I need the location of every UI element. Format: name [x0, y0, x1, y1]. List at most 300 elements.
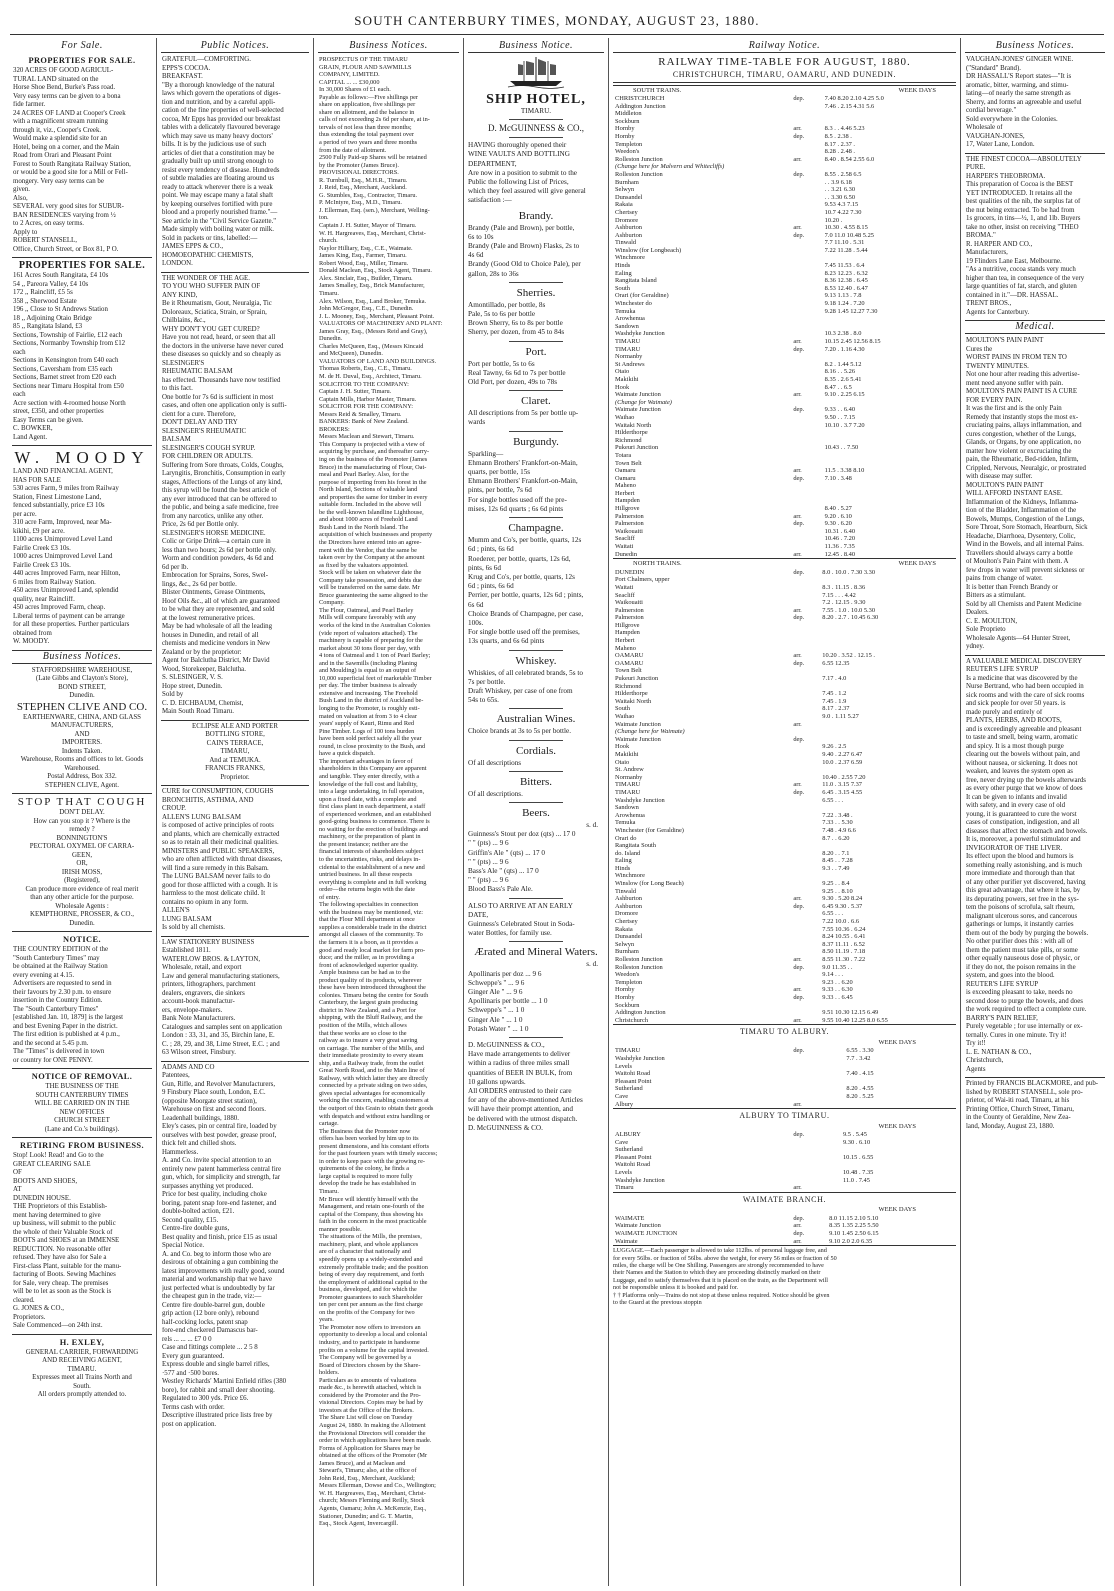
station-name: Temuka: [615, 819, 636, 827]
text-line: with safety, and in every case of old: [966, 802, 1066, 809]
text-line: Headache, Diarrhoea, Dysentery, Colic,: [966, 532, 1076, 540]
times: 8.2 . 1.44 5.12: [824, 360, 862, 368]
text-line: NEW OFFICES: [59, 1108, 105, 1116]
text-line: J. Ellerman, Esq. (sen.), Merchant, Welling-: [319, 206, 430, 214]
text-line: years.: [319, 1316, 334, 1324]
text-line: The important advantages in favor of: [319, 757, 413, 765]
divider: [509, 137, 563, 138]
arr-dep: [791, 675, 820, 683]
north-trains-label: NORTH TRAINS.: [633, 560, 682, 568]
arr-dep: [791, 645, 820, 653]
text-line: Company.: [319, 599, 345, 607]
text-line: Glands, or Organs, by one application, no: [966, 439, 1081, 446]
text-line: IRISH MOSS,: [61, 868, 103, 876]
text-line: G. Stumbles, Esq., Contractor, Timaru.: [319, 191, 418, 199]
times: 7.15 . . . 4.42: [822, 591, 856, 599]
arr-dep: [791, 819, 820, 827]
text-line: will be to let as soon as the Stock is: [13, 1288, 112, 1295]
times: 9.26 . 2.5: [822, 743, 847, 751]
text-line: is composed of active principles of roots: [162, 822, 274, 829]
times: 7.7 . 3.42: [846, 1054, 871, 1062]
ad-slesinger: [161, 273, 309, 721]
arr-dep: [791, 812, 820, 820]
timetable-row: [613, 148, 956, 156]
text-line: machinery, plant, and whole appliances: [319, 1240, 419, 1248]
text-line: It is, moreover, a powerful stimulator and: [966, 836, 1081, 843]
text-line: and in the Sawmills (including Planing: [319, 659, 418, 667]
text-line: land, Monday, August 23, 1880.: [966, 1122, 1055, 1130]
text-line: Are now in a position to submit to the: [468, 168, 578, 177]
times: 10.46 . 7.20: [824, 535, 856, 543]
text-line: for the past fourteen years with timely success;: [319, 1150, 438, 1158]
column-divider: [156, 38, 157, 1586]
text-line: the Provisional Directors will consider the: [319, 1429, 426, 1437]
timetable-row: [613, 804, 956, 812]
arr-dep: [791, 497, 822, 505]
wine-section-title: Burgundy.: [513, 435, 559, 448]
text-line: than any other article for the purpose.: [30, 894, 134, 901]
timetable-row: [613, 926, 956, 934]
price-header: s. d.: [586, 960, 598, 969]
timetable-row: [613, 1215, 956, 1223]
text-line: AND: [74, 730, 90, 738]
text-line: thick felt and chilled shots.: [162, 1140, 237, 1147]
text-line: Schweppe's " ... 1 0: [468, 1006, 525, 1015]
ad-body: [966, 156, 1104, 318]
text-line: All ORDERS entrusted to their care: [468, 1087, 572, 1096]
times: 9.33 . . 6.30: [822, 986, 853, 994]
albury-table: [613, 1047, 956, 1108]
text-line: offers has been worked by him up to its: [319, 1135, 419, 1143]
station-name: Hampden: [615, 497, 640, 505]
text-line: Promoter guarantees to such Shareholder: [319, 1293, 423, 1301]
station-name: Rolleston Junction: [615, 155, 663, 163]
station-name: Hornby: [615, 993, 635, 1001]
ad-properties-bowker: [12, 258, 152, 446]
text-line: rels ... ... ... £7 0 0: [162, 1335, 212, 1343]
text-line: kikihi, £9 per acre.: [13, 527, 65, 535]
text-line: extensive and increasing. The Freehold: [319, 689, 418, 697]
text-line: lating—of nearly the same strength as: [966, 90, 1071, 97]
arr-dep: [791, 872, 820, 880]
timetable-row: [613, 728, 956, 736]
text-line: Messrs Reid & Smalley, Timaru.: [319, 410, 402, 418]
text-line: Messrs Ellerman, Dowse and Co., Wellington;: [319, 1482, 436, 1490]
timetable-row: [613, 607, 956, 615]
text-line: "By a thorough knowledge of the natural: [162, 81, 275, 89]
text-line: per day. The timber business is already: [319, 682, 417, 690]
text-line: W. H. Hargreaves, Esq., Merchant, Christ-: [319, 1489, 426, 1497]
ad-properties-stansell: [12, 53, 152, 258]
station-name: Otaio: [615, 368, 630, 376]
text-line: Can produce more evidence of real merit: [25, 885, 139, 893]
timetable-row: [613, 543, 956, 551]
text-line: supplies a considerable trade in the district: [319, 923, 427, 931]
times: 6.45 9.30 . 5.37: [822, 902, 863, 910]
text-line: double-bolted action, £21.: [162, 1208, 235, 1215]
text-line: grip action (12 bore only), rebound: [162, 1310, 259, 1317]
text-line: working the concern, enabling customers at: [319, 1097, 429, 1105]
text-line: that the Flour Mill department at once: [319, 916, 415, 924]
timetable-row: [613, 323, 956, 331]
price-line: All descriptions from 5s per bottle up-: [468, 409, 579, 418]
text-line: as every other purge that we know of does: [966, 785, 1083, 792]
text-line: Every gun guaranteed.: [162, 1352, 225, 1360]
text-line: faith in the concern in the most practicable: [319, 1218, 427, 1226]
arr-dep: [791, 751, 820, 759]
text-line: will be transferred on the same date. Mr: [319, 584, 420, 592]
times: [823, 437, 956, 445]
text-line: matter how violent or excruciating the: [966, 447, 1072, 455]
text-line: GRATEFUL—COMFORTING.: [162, 56, 251, 63]
text-line: Crippled, Nervous, Neuralgic, or prostrated: [966, 464, 1086, 472]
text-line: be the well-known Islandline Lighthouse,: [319, 508, 424, 516]
text-line: 17, Water Lane, London.: [966, 141, 1035, 148]
text-line: Catalogues and samples sent on application: [162, 1023, 282, 1031]
station-name: Town Belt: [615, 667, 642, 675]
text-line: cleared.: [13, 1296, 35, 1304]
arr-dep: [791, 910, 820, 918]
timetable-row: [613, 460, 956, 468]
text-line: ADAMS AND CO: [162, 1063, 215, 1071]
times: 11.0 . 7.45: [842, 1176, 870, 1184]
text-line: IMPORTERS.: [62, 739, 102, 746]
arr-dep: [791, 460, 822, 468]
text-line: a period of two years and three months: [319, 139, 418, 147]
arr-dep: dep.: [793, 170, 805, 178]
text-line: of entry.: [319, 893, 340, 901]
text-line: (Registered),: [64, 877, 100, 884]
text-line: Ginger Ale " ... 9 6: [468, 988, 523, 996]
text-line: Leadenhall buildings, 1880.: [162, 1114, 239, 1122]
text-line: mongery. Very easy terms can be: [13, 177, 104, 185]
text-line: Best quality and finish, price £15 as usual: [162, 1233, 278, 1241]
times: 8.55 . 2.58 6.5: [824, 170, 862, 178]
text-line: Agents for Canterbury.: [966, 308, 1030, 316]
text-line: church.: [319, 237, 338, 245]
station-name: Templeton: [615, 978, 643, 986]
text-line: the cheapest gun in the trade, viz:—: [162, 1293, 262, 1300]
price-line: Of all descriptions.: [468, 789, 523, 798]
text-line: REUTER'S LIFE SYRUP: [966, 666, 1039, 673]
price-line: Brandy (Pale and Brown), per bottle,: [468, 223, 575, 232]
timetable-row: [613, 1093, 956, 1101]
printer-imprint: [965, 1078, 1105, 1134]
section-heading: Business Notices.: [318, 40, 459, 53]
arr-dep: arr.: [793, 467, 802, 475]
times: 7.17 . 4.0: [822, 675, 847, 683]
column-divider: [463, 38, 464, 1586]
text-line: best qualities of the nib, the surplus fat of: [966, 198, 1081, 205]
timetable-row: [613, 384, 956, 392]
text-line: James King, Esq., Farmer, Timaru.: [319, 252, 407, 260]
timetable-row: [613, 429, 956, 437]
arr-dep: [791, 384, 822, 392]
station-name: Levels: [615, 1169, 633, 1177]
text-line: TRENT BROS.,: [966, 300, 1012, 307]
text-line: which may save us many heavy doctors': [162, 132, 273, 140]
arr-dep: dep.: [793, 1047, 805, 1055]
timetable-row: [613, 933, 956, 941]
times: 6.45 . 3.15 4.55: [822, 788, 863, 796]
station-name: OAMARU: [615, 659, 644, 667]
station-name: Oamaru: [615, 467, 636, 475]
text-line: ROBERT STANSELL,: [13, 237, 77, 244]
station-name: Palmerston: [615, 520, 644, 528]
text-line: sick rooms and with the care of sick rooms: [966, 691, 1085, 699]
arr-dep: [791, 1139, 841, 1147]
times: 9.40 . 2.27 6.47: [822, 750, 863, 758]
price-header: s. d.: [586, 820, 598, 829]
text-line: higher than tea, in consequence of the very: [966, 274, 1085, 282]
arr-dep: arr.: [793, 1184, 802, 1192]
text-line: SLESINGER'S: [162, 359, 205, 367]
ad-vaughan-jones: [965, 54, 1105, 154]
text-line: REUTER'S LIFE SYRUP: [966, 980, 1039, 988]
timetable-row: [613, 781, 956, 789]
text-line: Wholesale of: [966, 124, 1003, 131]
text-line: Griffin's Ale " (qts) ... 17 0: [468, 848, 545, 857]
text-line: Dunedin.: [69, 692, 95, 699]
timetable-row: [613, 1177, 956, 1185]
text-line: LUNG BALSAM: [162, 915, 212, 923]
times: 9.33 . . 6.45: [822, 993, 853, 1001]
text-line: the nut being extracted. To be had from: [966, 206, 1075, 214]
arr-dep: [791, 179, 822, 187]
text-line: Forms of Application for Shares may be: [319, 1444, 421, 1452]
text-line: THE COUNTRY EDITION of the: [13, 946, 109, 953]
times: 8.50 11.19 . 7.18: [822, 948, 866, 956]
text-line: Dealers.: [966, 609, 989, 616]
week-days-label: WEEK DAYS: [878, 1038, 916, 1046]
text-line: 1100 acres Unimproved Level Land: [13, 536, 113, 543]
text-line: The first edition is published at 4 p.m.,: [13, 1031, 120, 1038]
text-line: Remedy that instantly stops the most ex-: [966, 413, 1079, 421]
timetable-row: [613, 376, 956, 384]
text-line: A. and Co. beg to inform those who are: [162, 1250, 272, 1258]
timetable-row: [613, 95, 956, 103]
text-line: ment having determined to give: [13, 1211, 101, 1219]
timetable-row: [613, 743, 956, 751]
station-name: Rakaia: [615, 925, 633, 933]
text-line: Captain J. H. Sutter, Mayor of Timaru.: [319, 222, 417, 230]
arr-dep: [791, 118, 822, 126]
price-line: wards: [468, 418, 486, 427]
text-line: being of every day requirement, and forth: [319, 1271, 425, 1279]
arr-dep: [791, 376, 822, 384]
text-line: into a large undertaking, in full operation,: [319, 788, 425, 796]
text-line: The following specialties in connection: [319, 901, 419, 909]
station-name: Waimate Junction: [615, 1222, 661, 1230]
station-name: Waitohi Road: [615, 1161, 651, 1169]
timetable-row: [613, 842, 956, 850]
text-line: Bank Note Manufacturers.: [162, 1015, 236, 1022]
times: 8.3 . 11.15 . 8.36: [822, 583, 866, 591]
text-line: HOMOEOPATHIC CHEMISTS,: [162, 251, 254, 259]
timetable-row: [613, 406, 956, 414]
text-line: DUNEDIN HOUSE.: [13, 1194, 71, 1202]
timetable-row: [613, 812, 956, 820]
text-line: BOOTS and SHOES at an IMMENSE: [13, 1237, 120, 1244]
text-line: quality, near Raincliff.: [13, 595, 75, 603]
text-line: This Company is projected with a view of: [319, 440, 425, 448]
text-line: WORST PAINS IN FROM TEN TO: [966, 354, 1067, 361]
price-line: 4s 6d: [468, 251, 484, 260]
station-name: Herbert: [615, 637, 635, 645]
station-name: Hilderthorpe: [615, 429, 648, 437]
station-name: Tinwald: [615, 239, 637, 247]
column-business-medical: [965, 40, 1105, 1585]
station-name: Makikihi: [615, 750, 639, 758]
times: 7.0 11.0 10.48 5.25: [824, 231, 874, 239]
text-line: All orders promptly attended to.: [37, 1391, 127, 1398]
times: 9.55 10.40 12.25 8.0 6.55: [822, 1016, 888, 1024]
text-line: made &c., is herewith attached, which is: [319, 1384, 422, 1392]
arr-dep: arr.: [793, 125, 802, 133]
waimate-table: [613, 1215, 956, 1245]
times: 7.2 . 12.15 . 9.30: [822, 599, 866, 607]
station-name: Rakaia: [615, 201, 633, 209]
ad-body: [162, 788, 308, 933]
text-line: P. McIntyre, Esq., M.D., Timaru.: [319, 199, 402, 207]
times: [823, 452, 956, 460]
ad-body: [13, 714, 151, 791]
text-line: BOND STREET,: [58, 683, 106, 691]
arr-dep: [791, 1002, 820, 1010]
text-line: cocoa, Mr Epps has provided our breakfast: [162, 115, 281, 123]
station-name: Selwyn: [615, 186, 635, 194]
text-line: LAW STATIONERY BUSINESS: [162, 938, 255, 946]
timetable-row: [613, 497, 956, 505]
text-line: Naylor Hilliary, Esq., C.E., Waimate.: [319, 244, 413, 252]
divider: [509, 390, 563, 391]
timetable-row: [613, 1009, 956, 1017]
text-line: front of acknowledged superior quality.: [319, 961, 419, 969]
text-line: Postal Address, Box 332.: [47, 773, 117, 780]
price-line: Brandy (Good Old to Choice Pale), per: [468, 260, 581, 269]
text-line: HARPER'S THEOBROMA.: [966, 172, 1046, 180]
text-line: purpose of importing from his forest in the: [319, 478, 427, 486]
text-line: Public the following List of Prices,: [468, 178, 569, 187]
price-line: Brandy (Pale and Brown) Flasks, 2s to: [468, 242, 580, 251]
text-line: MOULTON'S PAIN PAINT: [966, 481, 1044, 489]
text-line: Sold everywhere in the Colonies.: [966, 115, 1058, 123]
masthead: [0, 0, 1114, 34]
price-line: quarts, per bottle, 15s: [468, 468, 531, 477]
station-name: Christchurch: [615, 1016, 649, 1024]
timetable-row: [613, 437, 956, 445]
text-line: cient for a cure. Therefore,: [162, 410, 236, 418]
text-line: by the Promoter (James Bruce).: [319, 161, 399, 169]
timetable-row: [613, 110, 956, 118]
text-line: first class plant in each department, a staff: [319, 803, 426, 811]
text-line: of experienced workmen, and an established: [319, 810, 431, 818]
text-line: Second quality, £15.: [162, 1216, 219, 1224]
text-line: Manufacturers,: [966, 249, 1008, 256]
timetable-row: [613, 645, 956, 653]
timetable-row: [613, 505, 956, 513]
text-line: capital of the Company, thus showing his: [319, 1210, 424, 1218]
text-line: their favours by 2.30 p.m. to ensure: [13, 988, 112, 996]
text-line: C. ; 28, 29, and 38, Lime Street, E.C. ; and: [162, 1040, 280, 1048]
text-line: No other purifier does this : with all of: [966, 938, 1073, 945]
text-line: † † Platforms only—Trains do not stop at these unless required. Notice should be given: [613, 1291, 830, 1299]
timetable-row: [613, 835, 956, 843]
divider: [509, 341, 563, 342]
text-line: obtained from: [13, 629, 52, 637]
text-line: One bottle for 7s 6d is sufficient in most: [162, 393, 274, 401]
price-line: Draft Whiskey, per case of one from: [468, 686, 573, 695]
ad-body: [162, 275, 308, 717]
text-line: Apollinaris per doz ... 9 6: [468, 969, 542, 978]
timetable-row: [613, 1238, 956, 1246]
text-line: cartage.: [319, 1120, 339, 1128]
text-line: Captain Mills, Harbor Master, Timaru.: [319, 395, 417, 403]
text-line: has effected. Thousands have now testified: [162, 376, 281, 384]
text-line: Wood, Storekeeper, Balclutha.: [162, 665, 246, 673]
station-name: Dunedin: [615, 550, 638, 558]
price-line: pints, per bottle, 7s 6d: [468, 486, 532, 495]
times: 8.20 . 2.7 . 10.45 6.30: [822, 614, 879, 622]
column-railway: [613, 40, 956, 1585]
arr-dep: [791, 505, 822, 513]
times: 7.55 10.36 . 6.24: [822, 925, 866, 933]
text-line: large quantities of fat, starch, and gluten: [966, 283, 1077, 290]
timetable-row: [613, 179, 956, 187]
text-line: opportunity to develop a local and colonial: [319, 1331, 428, 1339]
text-line: fide farmer.: [13, 101, 46, 108]
price-line: Amontillado, per bottle, 8s: [468, 300, 546, 309]
timetable-row: [613, 698, 956, 706]
text-line: quirements of the colony, he finds a: [319, 1165, 409, 1173]
text-line: PLANTS, HERBS, AND ROOTS,: [966, 717, 1062, 724]
arr-dep: [791, 637, 820, 645]
text-line: each: [13, 391, 26, 398]
station-name: Ealing: [615, 269, 632, 277]
arr-dep: [791, 323, 822, 331]
timetable-row: [613, 475, 956, 483]
text-line: 440 acres Improved Farm, near Hilton,: [13, 570, 121, 577]
text-line: Bitters as a stimulant.: [966, 592, 1026, 599]
text-line: SLESINGER'S RHEUMATIC: [162, 427, 247, 435]
times: 9.10 2.0 2.0 6.35: [829, 1237, 873, 1245]
station-name: Waimate Junction: [615, 735, 661, 743]
times: 7.22 . 3.48 .: [822, 811, 853, 819]
times: 10.0 . 2.37 6.59: [822, 758, 863, 766]
text-line: round, in close proximity to the Bush, and: [319, 742, 426, 750]
station-name: Ashburton: [615, 224, 642, 232]
text-line: Dunedin.: [319, 335, 343, 343]
arr-dep: [791, 880, 820, 888]
ad-exley: [12, 1335, 152, 1403]
price-line: For single bottle used off the premises,: [468, 628, 580, 637]
beer-prices: [468, 830, 604, 894]
text-line: bore), for rabbit and small deer shooting.: [162, 1386, 275, 1394]
albury-title: TIMARU TO ALBURY.: [739, 1027, 830, 1037]
text-line: young, it is guaranteed to cure the worst: [966, 810, 1077, 818]
times: 8.0 . 10.0 . 7.30 3.30: [822, 568, 876, 576]
text-line: Hammerless.: [162, 1148, 199, 1156]
text-line: stages, Affections of the Lungs of any kind,: [162, 478, 283, 486]
arr-dep: [791, 103, 822, 111]
notice-removal: [12, 1069, 152, 1138]
timetable-row: [613, 683, 956, 691]
times: 9.51 10.30 12.15 6.49: [822, 1009, 879, 1017]
arr-dep: [791, 667, 820, 675]
station-name: Orari do: [615, 834, 637, 842]
ad-title: NOTICE OF REMOVAL.: [31, 1072, 133, 1081]
times: 11.5 . 3.38 8.10: [824, 467, 865, 475]
